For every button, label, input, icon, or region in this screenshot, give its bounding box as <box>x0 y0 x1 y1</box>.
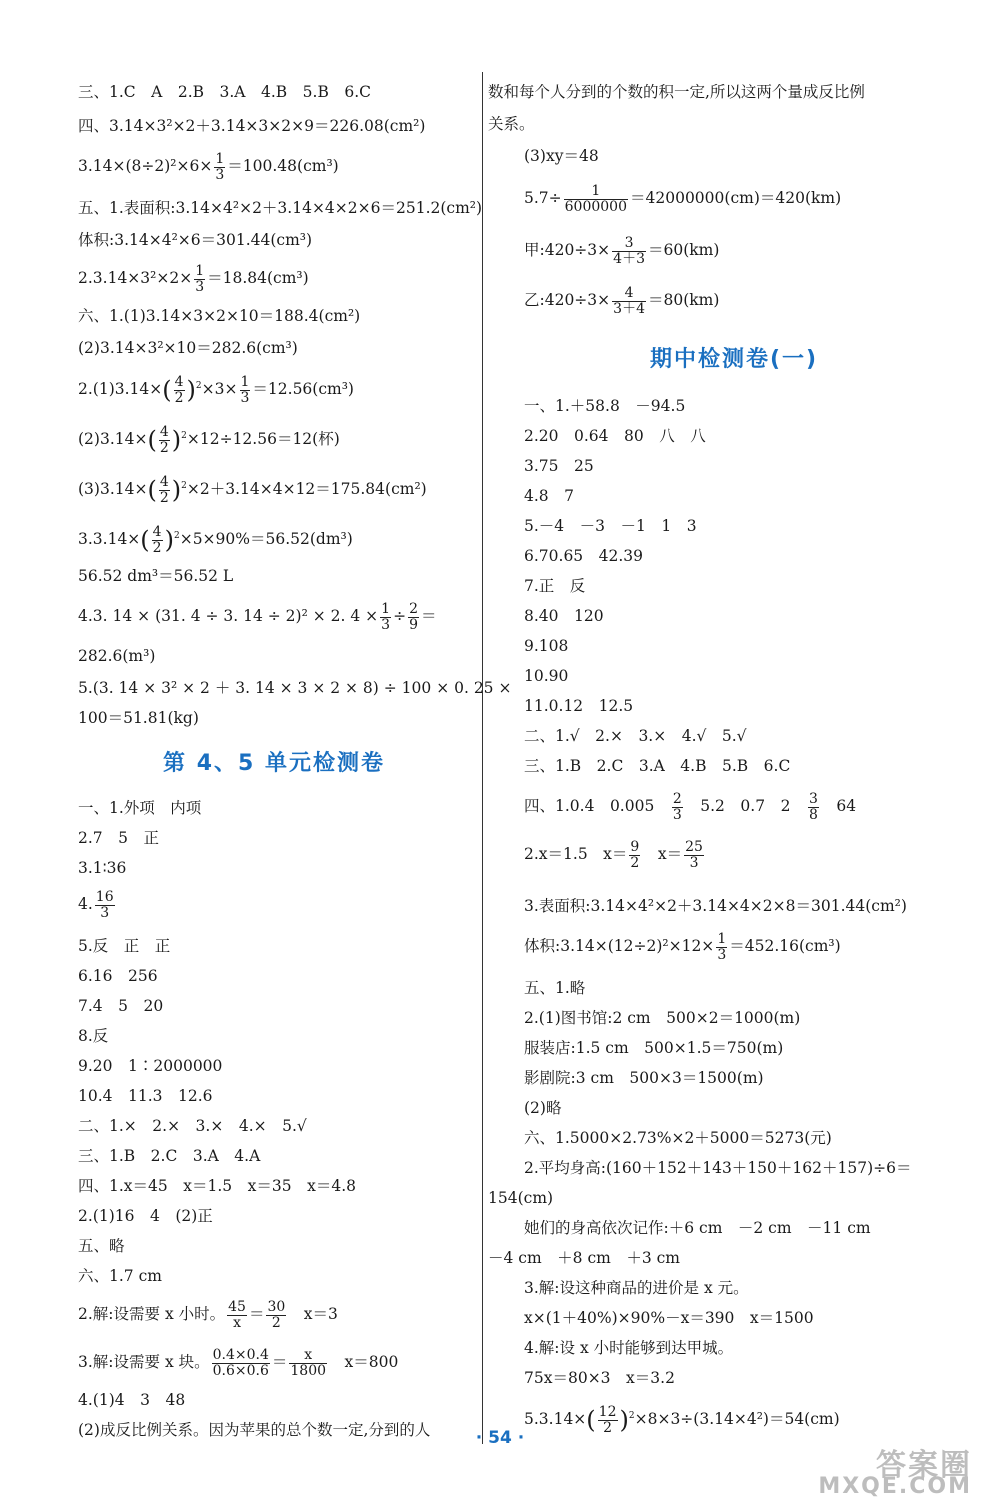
answer-line: (2)3.14×3²×10＝282.6(cm³) <box>78 339 298 357</box>
answer-line: 四、3.14×3²×2＋3.14×3×2×9＝226.08(cm²) <box>78 117 426 135</box>
answer-line: 2.平均身高:(160＋152＋143＋150＋162＋157)÷6＝ <box>524 1159 912 1177</box>
answer-line: 六、1.7 cm <box>78 1267 162 1285</box>
answer-line: 5.(3. 14 × 3² × 2 ＋ 3. 14 × 3 × 2 × 8) ÷ 100 × 0. 25 × <box>78 679 512 697</box>
answer-line: 5.3.14×( $\frac{12}{2}$ )$^2$×8×3÷(3.14×4²)＝54(cm) <box>524 1403 840 1436</box>
answer-line: 影剧院:3 cm 500×3＝1500(m) <box>524 1069 764 1087</box>
section-title: 期中检测卷(一) <box>649 347 819 372</box>
answer-line: 4.(1)4 3 48 <box>78 1391 186 1409</box>
answer-line: 3.1∶36 <box>78 859 127 877</box>
answer-line: 四、1.x＝45 x＝1.5 x＝35 x＝4.8 <box>78 1177 357 1195</box>
answer-line: 2.(1)16 4 (2)正 <box>78 1207 213 1225</box>
answer-line: 六、1.(1)3.14×3×2×10＝188.4(cm²) <box>78 307 361 325</box>
answer-line: 3.3.14×( $\frac{4}{2}$ )$^2$×5×90%＝56.52(dm³) <box>78 523 353 556</box>
answer-line: 三、1.B 2.C 3.A 4.B 5.B 6.C <box>524 757 791 775</box>
answer-line: 7.正 反 <box>524 577 586 595</box>
answer-line: 乙:420÷3× $\frac{4}{3+4}$ ＝80(km) <box>524 285 720 317</box>
answer-line: 7.4 5 20 <box>78 997 164 1015</box>
answer-line: 2.20 0.64 80 八 八 <box>524 427 706 445</box>
answer-line: 4.8 7 <box>524 487 575 505</box>
answer-line: 三、1.C A 2.B 3.A 4.B 5.B 6.C <box>78 83 372 101</box>
answer-line: －4 cm ＋8 cm ＋3 cm <box>488 1249 681 1267</box>
answer-line: 56.52 dm³＝56.52 L <box>78 567 234 585</box>
answer-line: 100＝51.81(kg) <box>78 709 199 727</box>
answer-line: 5.反 正 正 <box>78 937 171 955</box>
column-divider <box>482 72 483 1444</box>
section-title: 第 4、5 单元检测卷 <box>163 751 385 776</box>
answer-line: 三、1.B 2.C 3.A 4.A <box>78 1147 261 1165</box>
answer-line: 9.20 1∶2000000 <box>78 1057 223 1075</box>
answer-line: 2.x＝1.5 x＝ $\frac{9}{2}$ x＝ $\frac{25}{3}$ <box>524 839 703 871</box>
answer-line: 4. $\frac{16}{3}$ <box>78 889 114 921</box>
answer-line: 2.(1)3.14×( $\frac{4}{2}$ )$^2$×3× $\frac{1}{3}$ ＝12.56(cm³) <box>78 373 354 406</box>
answer-line: 关系。 <box>488 115 535 133</box>
answer-line: 一、1.＋58.8 －94.5 <box>524 397 686 415</box>
answer-line: 10.4 11.3 12.6 <box>78 1087 213 1105</box>
answer-line: (2)成反比例关系。因为苹果的总个数一定,分到的人 <box>78 1421 431 1439</box>
answer-line: 9.108 <box>524 637 569 655</box>
answer-line: (2)3.14×( $\frac{4}{2}$ )$^2$×12÷12.56＝12(杯) <box>78 423 340 456</box>
answer-line: 11.0.12 12.5 <box>524 697 634 715</box>
answer-line: 2.(1)图书馆:2 cm 500×2＝1000(m) <box>524 1009 801 1027</box>
answer-line: 3.表面积:3.14×4²×2＋3.14×4×2×8＝301.44(cm²) <box>524 897 907 915</box>
answer-line: 四、1.0.4 0.005 $\frac{2}{3}$ 5.2 0.7 2 $\frac{3}{8}$ 64 <box>524 791 857 823</box>
answer-line: 4.解:设 x 小时能够到达甲城。 <box>524 1339 734 1357</box>
answer-line: 二、1.√ 2.× 3.× 4.√ 5.√ <box>524 727 747 745</box>
watermark-url: MXQE.COM <box>818 1474 972 1499</box>
watermark-text: 答案圈 <box>876 1448 972 1483</box>
answer-line: 3.解:设这种商品的进价是 x 元。 <box>524 1279 749 1297</box>
answer-line: (3)3.14×( $\frac{4}{2}$ )$^2$×2＋3.14×4×12＝175.84(cm²) <box>78 473 427 506</box>
page-number: · 54 · <box>475 1428 525 1448</box>
answer-line: 154(cm) <box>488 1189 554 1207</box>
answer-line: 2.7 5 正 <box>78 829 160 847</box>
answer-line: 数和每个人分到的个数的积一定,所以这两个量成反比例 <box>488 83 865 101</box>
answer-line: 5.－4 －3 －1 1 3 <box>524 517 697 535</box>
answer-line: 4.3. 14 × (31. 4 ÷ 3. 14 ÷ 2)² × 2. 4 × $\frac{1}{3}$ ÷ $\frac{2}{9}$ ＝ <box>78 601 437 633</box>
answer-line: 体积:3.14×(12÷2)²×12× $\frac{1}{3}$ ＝452.16(cm³) <box>524 931 841 963</box>
answer-line: 8.40 120 <box>524 607 604 625</box>
answer-line: 282.6(m³) <box>78 647 156 665</box>
answer-line: 她们的身高依次记作:＋6 cm －2 cm －11 cm <box>524 1219 871 1237</box>
answer-line: 体积:3.14×4²×6＝301.44(cm³) <box>78 231 313 249</box>
watermark-logo <box>780 1440 980 1500</box>
answer-line: 6.16 256 <box>78 967 158 985</box>
answer-line: (2)略 <box>524 1099 562 1117</box>
answer-line: 六、1.5000×2.73%×2＋5000＝5273(元) <box>524 1129 832 1147</box>
answer-line: 二、1.× 2.× 3.× 4.× 5.√ <box>78 1117 307 1135</box>
answer-line: 2.3.14×3²×2× $\frac{1}{3}$ ＝18.84(cm³) <box>78 263 309 295</box>
answer-line: 3.14×(8÷2)²×6× $\frac{1}{3}$ ＝100.48(cm³) <box>78 151 339 183</box>
answer-line: 五、略 <box>78 1237 125 1255</box>
answer-line: 五、1.略 <box>524 979 586 997</box>
answer-line: 75x＝80×3 x＝3.2 <box>524 1369 675 1387</box>
answer-line: 五、1.表面积:3.14×4²×2＋3.14×4×2×6＝251.2(cm²) <box>78 199 483 217</box>
answer-line: 2.解:设需要 x 小时。 $\frac{45}{x}$ ＝ $\frac{30}{2}$ x＝3 <box>78 1299 338 1331</box>
answer-line: 3.75 25 <box>524 457 594 475</box>
answer-line: (3)xy＝48 <box>524 147 599 165</box>
answer-line: 一、1.外项 内项 <box>78 799 202 817</box>
answer-line: 8.反 <box>78 1027 109 1045</box>
answer-line: 10.90 <box>524 667 569 685</box>
answer-line: 服装店:1.5 cm 500×1.5＝750(m) <box>524 1039 784 1057</box>
answer-line: x×(1＋40%)×90%－x＝390 x＝1500 <box>524 1309 814 1327</box>
answer-line: 5.7÷ $\frac{1}{6000000}$ ＝42000000(cm)＝420(km) <box>524 183 842 215</box>
answer-line: 甲:420÷3× $\frac{3}{4+3}$ ＝60(km) <box>524 235 720 267</box>
answer-line: 3.解:设需要 x 块。 $\frac{0.4\times 0.4}{0.6\times 0.6}$ ＝ $\frac{x}{1800}$ x＝800 <box>78 1347 399 1379</box>
answer-line: 6.70.65 42.39 <box>524 547 644 565</box>
